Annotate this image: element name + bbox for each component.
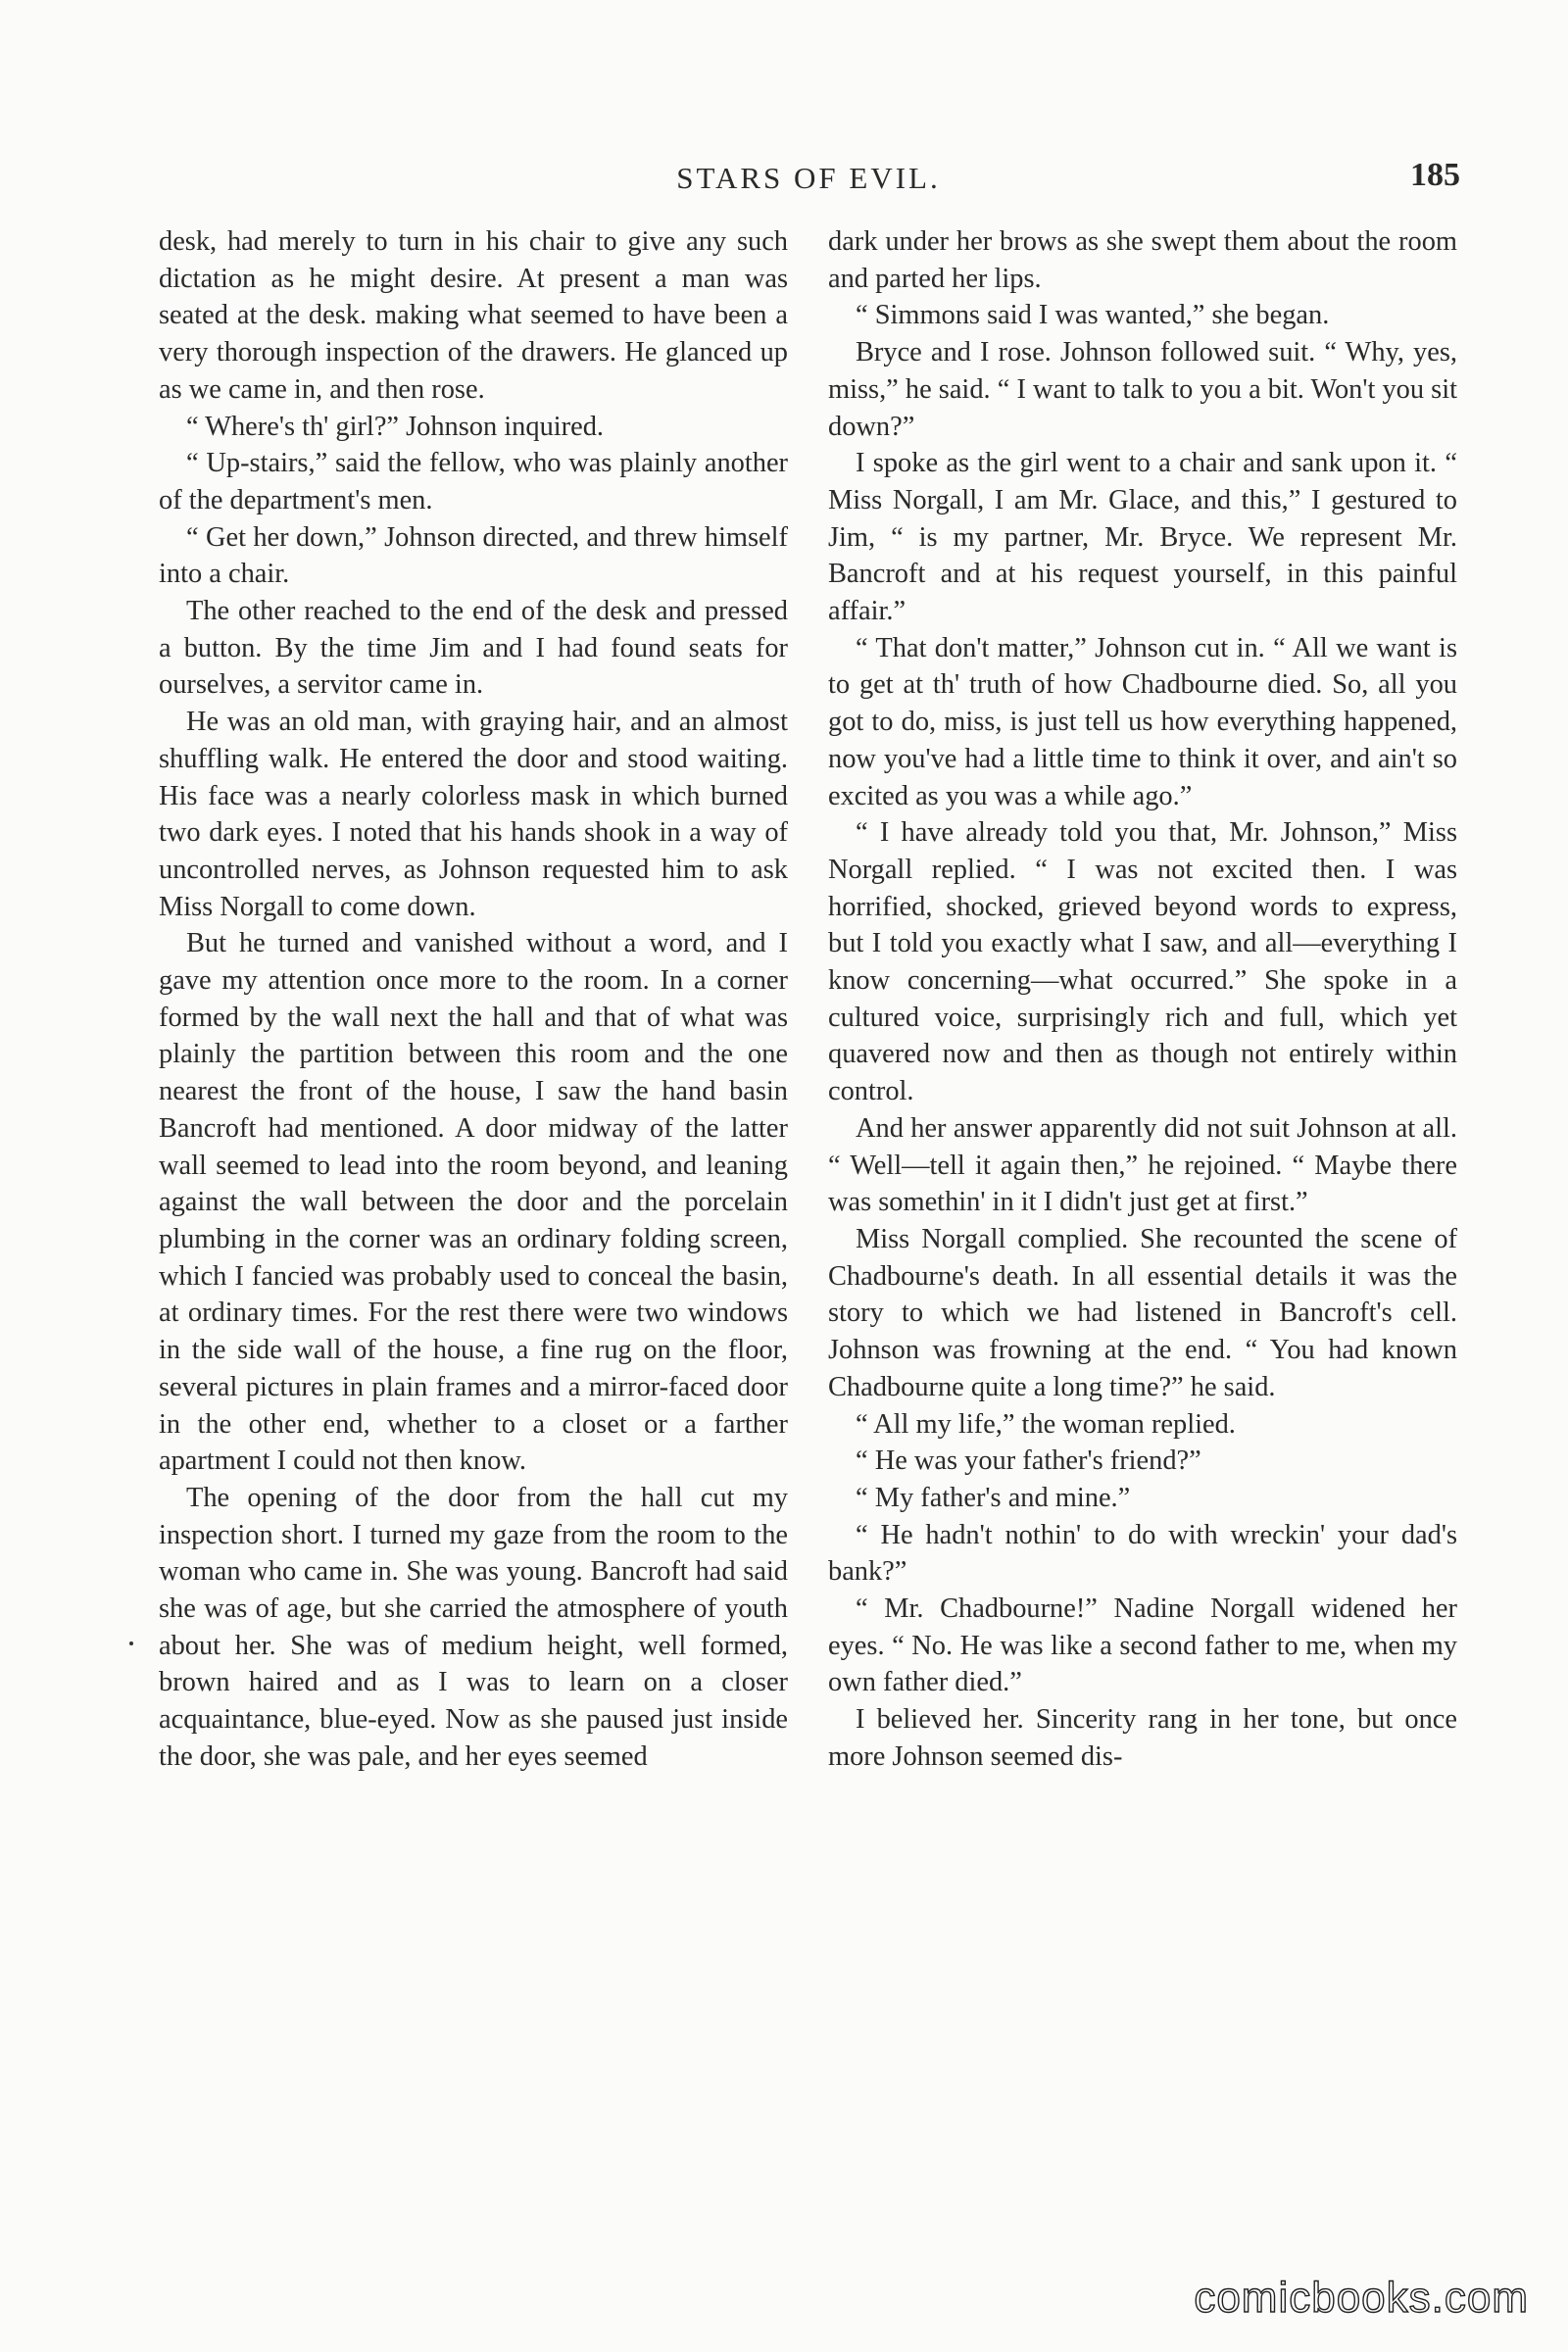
paragraph: “ I have already told you that, Mr. Johnson,” Miss Norgall replied. “ I was not excited then. I was horrified, shocked, grieved beyond words to express, but I told you exactly what I saw, and all—everything I know concerning—what occurred.” She spoke in a cultured voice, surprisingly rich and full, which yet quavered now and then as though not entirely within control. bbox=[828, 817, 1457, 1107]
paragraph: I believed her. Sincerity rang in her tone, but once more Johnson seemed dis- bbox=[828, 1704, 1457, 1772]
paragraph: “ Where's th' girl?” Johnson inquired. bbox=[186, 411, 604, 442]
paragraph: “ He was your father's friend?” bbox=[856, 1446, 1201, 1477]
paragraph: “ My father's and mine.” bbox=[856, 1482, 1131, 1513]
paragraph: He was an old man, with graying hair, and an almost shuffling walk. He entered the door and stood waiting. His face was a nearly colorless mask in which burned two dark eyes. I noted that his hands shook in a way of uncontrolled nerves, as Johnson requested him to ask Miss Norgall to come down. bbox=[159, 707, 788, 922]
left-column bbox=[159, 223, 788, 1776]
paragraph: I spoke as the girl went to a chair and sank upon it. “ Miss Norgall, I am Mr. Glace, and this,” I gestured to Jim, “ is my partner, Mr. Bryce. We represent Mr. Bancroft and at his request yourself, in this painful affair.” bbox=[828, 448, 1457, 627]
paragraph: “ That don't matter,” Johnson cut in. “ All we want is to get at th' truth of how Chadbourne died. So, all you got to do, miss, is just tell us how everything happened, now you've had a little time to think it over, and ain't so excited as you was a while ago.” bbox=[828, 632, 1457, 811]
ink-speck bbox=[129, 1642, 133, 1645]
paragraph: dark under her brows as she swept them about the room and parted her lips. bbox=[828, 226, 1457, 294]
paragraph: “ He hadn't nothin' to do with wreckin' your dad's bank?” bbox=[828, 1519, 1457, 1588]
running-title: STARS OF EVIL. bbox=[676, 161, 941, 195]
paragraph: desk, had merely to turn in his chair to give any such dictation as he might desire. At present a man was seated at the desk. making what seemed to have been a very thorough inspection of the drawers. He glanced up as we came in, and then rose. bbox=[159, 226, 788, 405]
paragraph: The other reached to the end of the desk and pressed a button. By the time Jim and I had found seats for ourselves, a servitor came in. bbox=[159, 596, 788, 701]
watermark: comicbooks.com bbox=[1194, 2274, 1529, 2322]
paragraph: But he turned and vanished without a word, and I gave my attention once more to the room. In a corner formed by the wall next the hall and that of what was plainly the partition between this room and the one nearest the front of the house, I saw the hand basin Bancroft had mentioned. A door midway of the latter wall seemed to lead into the room beyond, and leaning against the wall between the door and the porcelain plumbing in the corner was an ordinary folding screen, which I fancied was probably used to conceal the basin, at ordinary times. For the rest there were two windows in the side wall of the house, a fine rug on the floor, several pictures in plain frames and a mirror-faced door in the other end, whether to a closet or a farther apartment I could not then know. bbox=[159, 928, 788, 1477]
page-number: 185 bbox=[1410, 157, 1460, 193]
paragraph: “ Simmons said I was wanted,” she began. bbox=[856, 300, 1330, 331]
paragraph: “ Get her down,” Johnson directed, and threw himself into a chair. bbox=[159, 521, 788, 590]
paragraph: Bryce and I rose. Johnson followed suit. “ Why, yes, miss,” he said. “ I want to talk to you a bit. Won't you sit down?” bbox=[828, 337, 1457, 442]
paragraph: Miss Norgall complied. She recounted the scene of Chadbourne's death. In all essential details it was the story to which we had listened in Bancroft's cell. Johnson was frowning at the end. “ You had known Chadbourne quite a long time?” he said. bbox=[828, 1223, 1457, 1402]
paragraph: “ Mr. Chadbourne!” Nadine Norgall widened her eyes. “ No. He was like a second father to me, when my own father died.” bbox=[828, 1593, 1457, 1698]
paragraph: The opening of the door from the hall cut my inspection short. I turned my gaze from the room to the woman who came in. She was young. Bancroft had said she was of age, but she carried the atmosphere of youth about her. She was of medium height, well formed, brown haired and as I was to learn on a closer acquaintance, blue-eyed. Now as she paused just inside the door, she was pale, and her eyes seemed bbox=[159, 1482, 788, 1772]
running-header bbox=[157, 157, 1460, 206]
paragraph: And her answer apparently did not suit Johnson at all. “ Well—tell it again then,” he rejoined. “ Maybe there was somethin' in it I didn't just get at first.” bbox=[828, 1112, 1457, 1218]
paragraph: “ All my life,” the woman replied. bbox=[856, 1408, 1236, 1440]
right-column bbox=[828, 223, 1457, 1776]
paragraph: “ Up-stairs,” said the fellow, who was plainly another of the department's men. bbox=[159, 448, 788, 515]
